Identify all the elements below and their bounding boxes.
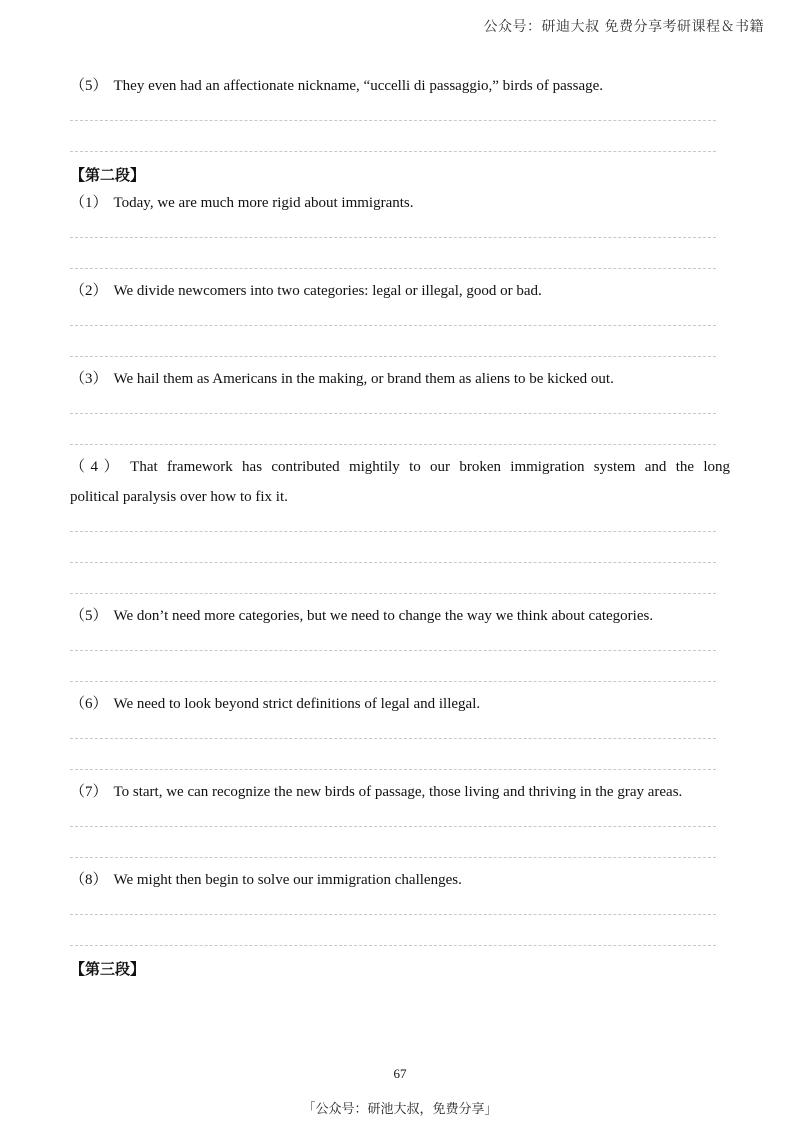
answer-line[interactable] [70,356,716,357]
sentence-text: We divide newcomers into two categories: legal or illegal, good or bad. [113,283,542,299]
page-number: 67 [393,1066,407,1081]
answer-line[interactable] [70,562,716,563]
sentence-number: （6） [70,696,108,712]
sentence-number: （2） [70,283,108,299]
sentence-item [70,453,730,481]
sentence-item [70,189,730,217]
answer-line[interactable] [70,769,716,770]
answer-line[interactable] [70,151,716,152]
sentence-number: （3） [70,371,108,387]
section-heading-second: 【第二段】 [70,166,146,184]
sentence-text: That framework has contributed mightily to our broken immigration system and the long [130,459,730,475]
answer-line[interactable] [70,413,716,414]
sentence-text: They even had an affectionate nickname, “uccelli di passaggio,” birds of passage. [113,78,604,94]
sentence-item [70,690,730,718]
sentence-number: （1） [70,195,108,211]
sentence-item [70,277,730,305]
answer-line[interactable] [70,914,716,915]
sentence-number: （5） [70,608,108,624]
sentence-item [70,72,730,100]
answer-line[interactable] [70,444,716,445]
answer-line[interactable] [70,738,716,739]
answer-line[interactable] [70,325,716,326]
sentence-item [70,365,730,393]
worksheet-content [70,72,730,979]
sentence-text: We don’t need more categories, but we need to change the way we think about categories. [113,608,654,624]
answer-line[interactable] [70,681,716,682]
sentence-text: Today, we are much more rigid about immigrants. [113,195,414,211]
sentence-number: （5） [70,78,108,94]
sentence-number: （4） [70,459,125,475]
section-heading-third: 【第三段】 [70,960,146,978]
sentence-number: （8） [70,872,108,888]
sentence-number: （7） [70,784,108,800]
sentence-item [70,866,730,894]
answer-line[interactable] [70,826,716,827]
answer-line[interactable] [70,268,716,269]
answer-line[interactable] [70,531,716,532]
sentence-continuation: political paralysis over how to fix it. [70,489,288,505]
sentence-text: To start, we can recognize the new birds of passage, those living and thriving in the gray areas. [113,784,683,800]
footer-watermark-note: 「公众号：研池大叔，免费分享」 [302,1102,498,1117]
answer-line[interactable] [70,593,716,594]
answer-line[interactable] [70,857,716,858]
answer-line[interactable] [70,120,716,121]
answer-line[interactable] [70,650,716,651]
header-watermark-note: 公众号：研迪大叔 免费分享考研课程＆书籍 [483,19,764,35]
sentence-text: We hail them as Americans in the making, or brand them as aliens to be kicked out. [113,371,614,387]
answer-line[interactable] [70,945,716,946]
sentence-text: We might then begin to solve our immigration challenges. [113,872,462,888]
answer-line[interactable] [70,237,716,238]
sentence-text: We need to look beyond strict definitions of legal and illegal. [113,696,481,712]
sentence-item [70,778,730,806]
sentence-item [70,602,730,630]
